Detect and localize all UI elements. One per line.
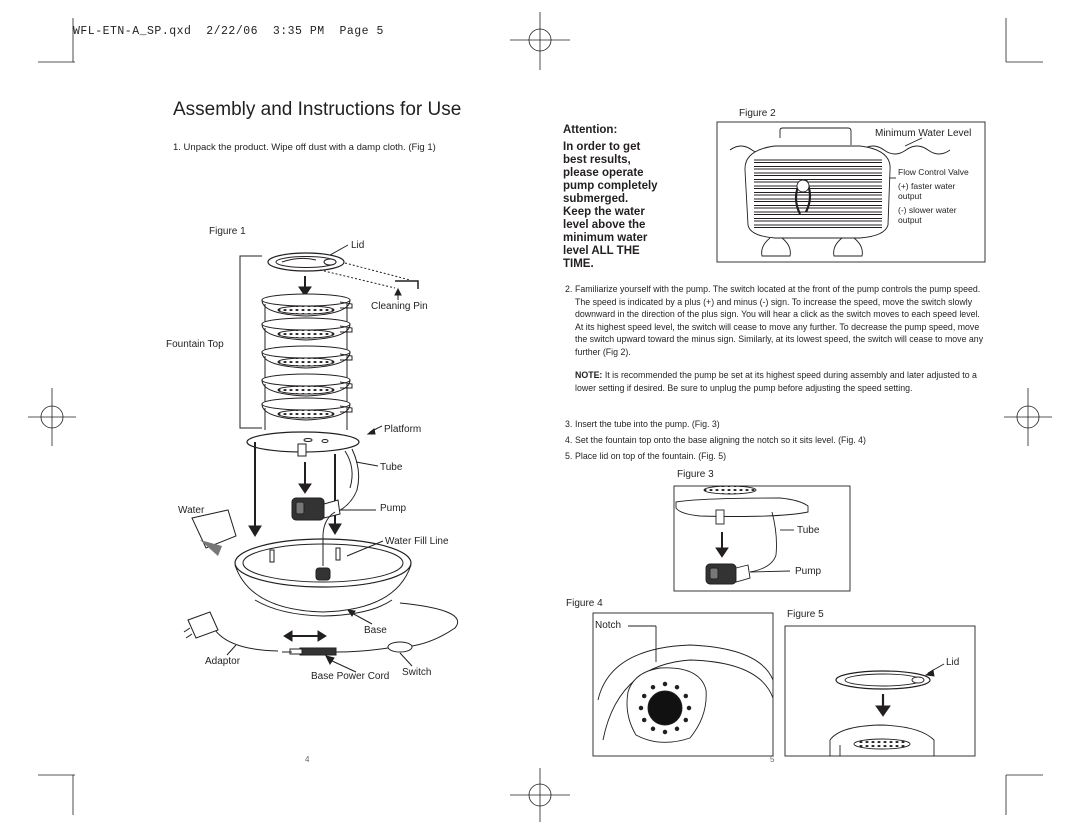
outlet-hole bbox=[684, 718, 688, 722]
step-5-text: Place lid on top of the fountain. (Fig. 5) bbox=[575, 451, 727, 461]
label-base: Base bbox=[364, 625, 387, 636]
attention-line: In order to get bbox=[563, 141, 641, 153]
fig3-label-tube: Tube bbox=[797, 525, 820, 536]
step-3-text: Insert the tube into the pump. (Fig. 3) bbox=[575, 419, 720, 429]
slug-line: WFL-ETN-A_SP.qxd 2/22/06 3:35 PM Page 5 bbox=[73, 25, 384, 38]
label-base-power-cord: Base Power Cord bbox=[311, 671, 390, 682]
page-number-left: 4 bbox=[305, 755, 310, 764]
figure4-illustration bbox=[593, 613, 773, 756]
step-3-number: 3. bbox=[565, 419, 573, 429]
page-heading: Assembly and Instructions for Use bbox=[173, 99, 462, 120]
label-adaptor: Adaptor bbox=[205, 656, 241, 667]
step-2-text: Familiarize yourself with the pump. The switch located at the front of the pump controls the pump speed. The speed is indicated by a plus (+) and minus (-) sign. To increase the speed, move the switch slowly downward in the direction of the plus sign. You will hear a click as the switch moves to each speed level. At its highest speed level, the switch will cease to move any further. To decrease the pump speed, move the switch upward toward the minus sign. Similarly, at its lowest speed, the switch will cease to move any further (Fig 2). bbox=[575, 284, 984, 357]
label-lid: Lid bbox=[351, 240, 365, 251]
figure5-illustration bbox=[785, 626, 975, 756]
label-water-fill-line: Water Fill Line bbox=[385, 536, 449, 547]
label-faster-1: (+) faster water bbox=[898, 181, 956, 191]
outlet-hole bbox=[642, 718, 646, 722]
figure3-title: Figure 3 bbox=[677, 469, 714, 480]
step-2 bbox=[565, 283, 985, 359]
label-water: Water bbox=[178, 505, 205, 516]
label-platform: Platform bbox=[384, 424, 422, 435]
step-4 bbox=[565, 434, 985, 447]
outlet-hole bbox=[642, 694, 646, 698]
label-fountain-top: Fountain Top bbox=[166, 339, 224, 350]
label-slower-1: (-) slower water bbox=[898, 205, 957, 215]
note-label: NOTE: bbox=[575, 370, 603, 380]
figure5-title: Figure 5 bbox=[787, 609, 824, 620]
attention-line: minimum water bbox=[563, 232, 648, 244]
attention-line: Keep the water bbox=[563, 206, 645, 218]
figure1-title: Figure 1 bbox=[209, 226, 246, 237]
label-tube: Tube bbox=[380, 462, 403, 473]
figure3-illustration bbox=[674, 486, 850, 591]
attention-line: level above the bbox=[563, 219, 646, 231]
step-5 bbox=[565, 450, 985, 463]
outlet-hole bbox=[675, 685, 679, 689]
outlet-hole bbox=[663, 682, 667, 686]
attention-box bbox=[563, 124, 713, 271]
label-faster-2: output bbox=[898, 191, 922, 201]
fountain-tier bbox=[262, 346, 352, 378]
outlet-hole bbox=[663, 730, 667, 734]
step-2-number: 2. bbox=[565, 284, 573, 294]
note bbox=[565, 369, 985, 394]
attention-line: TIME. bbox=[563, 258, 594, 270]
label-cleaning-pin: Cleaning Pin bbox=[371, 301, 428, 312]
attention-text bbox=[563, 141, 713, 271]
outlet-hole bbox=[651, 685, 655, 689]
step-5-number: 5. bbox=[565, 451, 573, 461]
figure2-title: Figure 2 bbox=[739, 108, 776, 119]
attention-line: level ALL THE bbox=[563, 245, 640, 257]
fig4-label-notch: Notch bbox=[595, 620, 622, 631]
attention-line: submerged. bbox=[563, 193, 629, 205]
attention-line: please operate bbox=[563, 167, 644, 179]
outlet-hole bbox=[651, 727, 655, 731]
step-3 bbox=[565, 418, 985, 431]
label-switch: Switch bbox=[402, 667, 432, 678]
page-number-right: 5 bbox=[770, 755, 775, 764]
fig5-label-lid: Lid bbox=[946, 657, 960, 668]
outlet-hole bbox=[687, 706, 691, 710]
note-text: It is recommended the pump be set at its highest speed during assembly and later adjusted to a lower setting if desired. Be sure to unplug the pump before adjusting the speed setting. bbox=[575, 370, 977, 393]
outlet-hole bbox=[639, 706, 643, 710]
label-min-water-level: Minimum Water Level bbox=[875, 128, 972, 139]
attention-line: best results, bbox=[563, 154, 631, 166]
fountain-tier bbox=[262, 318, 352, 350]
step-4-text: Set the fountain top onto the base aligning the notch so it sits level. (Fig. 4) bbox=[575, 435, 866, 445]
label-pump: Pump bbox=[380, 503, 407, 514]
fig3-label-pump: Pump bbox=[795, 566, 822, 577]
step-4-number: 4. bbox=[565, 435, 573, 445]
figure4-title: Figure 4 bbox=[566, 598, 603, 609]
fig2-legend bbox=[898, 167, 969, 225]
label-slower-2: output bbox=[898, 215, 922, 225]
outlet-hole bbox=[675, 727, 679, 731]
fountain-tier bbox=[262, 398, 352, 430]
outlet-hole bbox=[684, 694, 688, 698]
label-flow-control-valve: Flow Control Valve bbox=[898, 167, 969, 177]
step-1: 1. Unpack the product. Wipe off dust with a damp cloth. (Fig 1) bbox=[173, 142, 436, 153]
attention-line: pump completely bbox=[563, 180, 658, 192]
attention-heading: Attention: bbox=[563, 124, 618, 136]
